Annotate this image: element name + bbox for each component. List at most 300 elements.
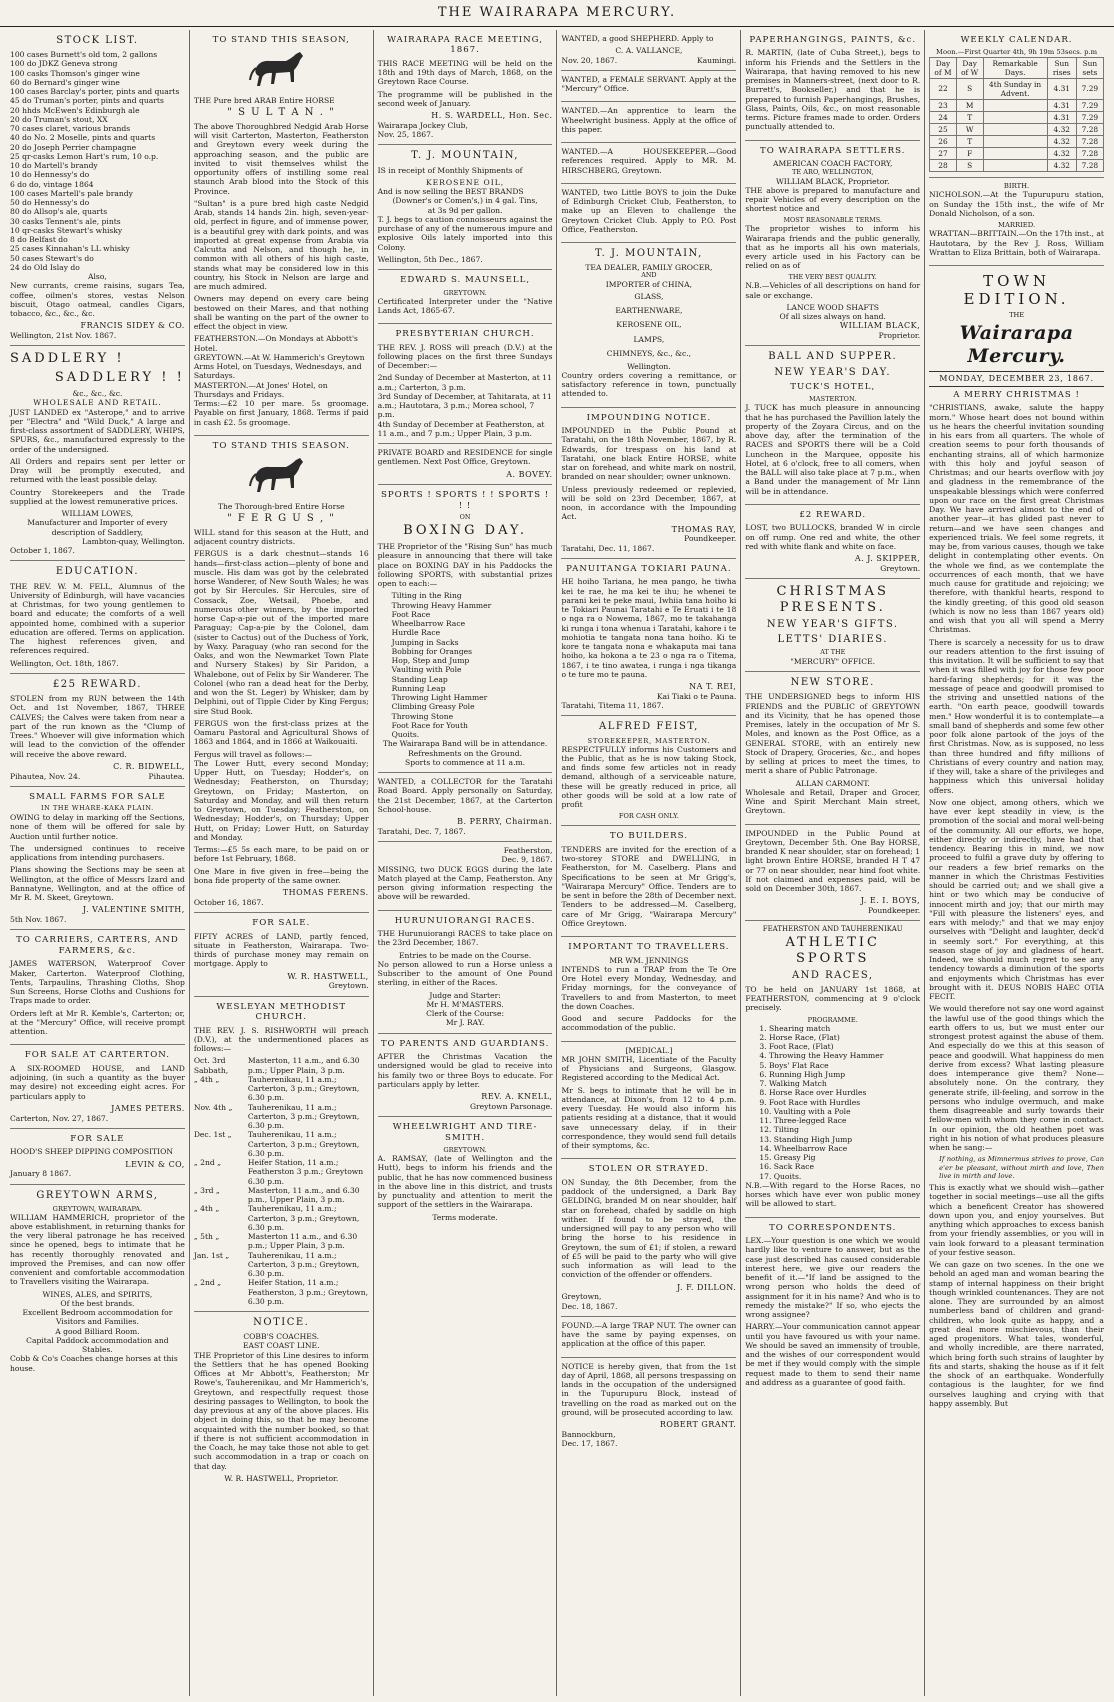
saddlery-body: JUST LANDED ex "Asterope," and to arrive per "Electra" and "Wild Duck," A large and first-class assortment of SADDLERY, WHIPS, SPURS, &c., manufactured expressly to the order of the undersigned. [10,407,185,454]
athletic-sub: AND RACES, [791,969,874,981]
calendar-header-cell: Remarkable Days. [983,57,1047,78]
kerosene-body: IS in receipt of Monthly Shipments of [377,165,523,175]
hurunui-title: HURUNUIORANGI RACES. [394,915,536,926]
editorial-body-6: We can gaze on two scenes. In the one we behold an aged man and woman bearing the stamp of internal happiness on their bright though wrinkled countenances. They are not alone. They are surrounded by an almost numberless band of children and grand-children, who look quite as happy, and a great deal more mischievous, than their aged progenitors. What tales, wonderful, and wholly incredible, are there narrated, which bring forth such strains of laughter by fits and starts, shaking the house as if it felt the shock of an earthquake. Wonderfully contagious is the laughter, for we find ourselves laughing and crying with that happy assembly. But [929,1260,1104,1408]
sultan-terms: Terms:—£2 10 per mare. 5s groomage. Payable on first January, 1868. Terms if paid in cash £2. 5s groomage. [193,399,369,427]
shepherd-ad [561,30,736,71]
greytown-arms-paddock: Capital Paddock accommodation and Stables. [26,1335,169,1355]
columns [6,30,1108,1696]
boxing-day-event: Running Leap [391,683,446,693]
stock-item: 8 do Belfast do [10,235,68,245]
weekly-calendar [929,30,1104,178]
coach-factory-quality: THE VERY BEST QUALITY. [788,272,877,281]
athletic-event: 2. Horse Race, (Flat) [759,1032,840,1042]
wesleyan-day: „ 2nd „ [193,1278,222,1288]
calendar-cell: 7.28 [1076,148,1103,160]
medical-body: MR JOHN SMITH, Licentiate of the Faculty of Physicians and Surgeons, Glasgow. Registered according to the Medical Act. [561,1054,737,1083]
cricket-boys-body: WANTED, two Little BOYS to join the Duke of Edinburgh Cricket Club, Featherston, to make up an Eleven to challenge the Greytown Cricket Club. Apply to P.O. Post Office, Featherston. [561,187,737,234]
hurunui-clerk-name: Mr J. RAY. [445,1018,485,1028]
wesleyan-schedule [194,1056,369,1306]
shepherd-body: WANTED, a good SHEPHERD. Apply to [561,34,714,43]
presents-office: "MERCURY" OFFICE. [790,656,876,666]
stock-item: 70 cases claret, various brands [10,124,131,134]
greytown-arms-coach: Cobb & Co's Coaches change horses at this house. [10,1354,178,1373]
fergus-title: TO STAND THIS SEASON. [212,440,350,451]
cobb-notice-body: THE Proprietor of this Line desires to inform the Settlers that he has opened Booking Offices at Mr Abbott's, Featherston; Mr Rowe's, Tauherenikau, and Mr Hammerich's, Greytown, and respectfully request those desiring passages to Wellington, to book the day previous at any of the above places. His object in doing this, so that he may become acquainted with the number booked, so that if there is not sufficient accommodation in the Coach, he may take those not able to get such accommodation in a trap or coach on that day. [193,1350,369,1471]
calendar-table [929,57,1104,172]
boxing-day-ad [378,485,553,773]
presents-sub: NEW YEAR'S GIFTS. [766,618,899,630]
town-edition-the: THE [1009,310,1025,319]
editorial-verse: If nothing, as Mimnermus strives to prove, Can e'er be pleasant, without mirth and love, Then live in mirth and love. [939,1155,1104,1180]
wesleyan-row [194,1278,369,1306]
greytown-arms-wines-2: Of the best brands. [60,1298,135,1308]
private-board-signature: A. BOVEY. [506,469,553,479]
athletic-event: 16. Sack Race [759,1162,814,1172]
cobb-notice-sub-2: EAST COAST LINE. [242,1341,320,1351]
athletic-title: FEATHERSTON AND TAUHERENIKAU [762,925,903,934]
athletic-event: 15. Greasy Pig [759,1153,816,1163]
correspondents-title: TO CORRESPONDENTS. [769,1222,897,1233]
travellers-body: INTENDS to run a TRAP from the Te Ore Ore Hotel every Monday, Wednesday, and Friday mornings, for the conveyance of Travellers to and from Masterton, to meet the down Coaches. [561,964,737,1011]
wesleyan-row [194,1204,369,1232]
wesleyan-places: Tauherenikau, 11 a.m.; Carterton, 3 p.m.; Greytown, 6.30 p.m. [247,1074,360,1103]
stock-item: 10 do Hennessy's do [10,170,90,180]
ball-place: MASTERTON. [809,395,857,404]
impounding-body-2: Unless previously redeemed or replevied, will be sold on 23rd December, 1867, at noon, in accordance with the Impounding Act. [561,484,737,522]
athletic-nb: N.B.—With regard to the Horse Races, no horses which have ever won public money will be allowed to start. [745,1180,921,1209]
boxing-day-event: Bobbing for Oranges [391,646,473,656]
parents-place: Greytown Parsonage. [469,1101,553,1111]
pauna-signature-2: Kai Tiaki o te Pauna. [656,691,737,701]
impounding-signature: THOMAS RAY, [671,524,737,534]
race-meeting-title: WAIRARAPA RACE MEETING, 1867. [387,35,543,56]
boxing-day-event: Vaulting with Pole [391,665,462,675]
birth-body: NICHOLSON.—At the Tupurupuru station, on Sunday the 15th inst., the wife of Mr Donald Nicholson, of a son. [929,190,1104,218]
small-farms-title: SMALL FARMS FOR SALE [29,791,166,802]
boxing-day-event: Throwing Stone [391,711,454,721]
calendar-cell: 4.32 [1047,148,1076,160]
wesleyan-places: Heifer Station, 11 a.m.; Featherston, 3 p.m.; Greytown, 6.30 p.m. [247,1278,369,1306]
wesleyan-body: THE REV. J. S. RISHWORTH will preach (D.V.), at the undermentioned places as follows:— [193,1025,369,1054]
column-1 [6,30,190,1696]
reward-2-place: Greytown. [880,563,921,573]
private-board-ad [378,444,553,485]
stolen-ad [561,1159,736,1316]
married-title: MARRIED. [997,221,1036,230]
stock-also: Also, [88,272,107,282]
saddlery-ws: WHOLESALE AND RETAIL. [33,398,162,408]
reward-25-ad [10,674,185,787]
column-4 [557,30,741,1696]
duck-eggs-date: Dec. 9, 1867. [501,855,553,865]
boxing-day-on: ON [459,513,471,522]
athletic-event: 5. Boys' Flat Race [759,1060,829,1070]
kerosene-ad [378,145,553,270]
boxing-day-event: Jumping in Sacks [391,637,459,647]
wesleyan-ad [194,997,369,1312]
stock-item: 80 do Allsop's ale, quarts [10,207,108,217]
builders-title: TO BUILDERS. [609,831,688,842]
greytown-arms-wines: WINES, ALES, and SPIRITS, [42,1289,153,1299]
boxing-day-refresh: Refreshments on the Ground. [408,748,523,758]
carriers-ad [10,930,185,1045]
feist-title: ALFRED FEIST, [599,721,699,733]
race-meeting-ad [378,30,553,145]
coach-factory-sub: AMERICAN COACH FACTORY, [773,159,893,169]
apprentice-ad [561,102,736,143]
calendar-cell [983,148,1047,160]
fifty-acres-title: FOR SALE. [252,918,311,929]
kerosene-body-3: T. J. begs to caution connoisseurs against the purchase of any of the numerous impure and explosive Oils lately imported into this Colony. [377,214,553,252]
cobb-notice-signature: W. R. HASTWELL, Proprietor. [224,1473,339,1483]
wheelwright-body: A. RAMSAY, (late of Wellington and the Hutt), begs to inform his friends and the public, that he has now commenced business in the above line in this district, and trusts by punctuality and attention to merit the support of the settlers in the Wairarapa. [377,1154,553,1210]
pauna-date: Taratahi, Titema 11, 1867. [561,701,664,711]
stock-item: 60 do Bernard's ginger wine [10,77,120,87]
wesleyan-day: Jan. 1st „ [193,1250,230,1260]
feist-ad [561,716,736,826]
correspondents-ad [745,1218,920,1395]
wheelwright-ad [378,1117,553,1227]
shepherd-meta [561,56,736,65]
stock-item: 100 cases Martell's pale brandy [10,188,133,198]
paperhangings-title: PAPERHANGINGS, PAINTS, &c. [749,35,917,45]
grocer-item: LAMPS, [633,334,665,344]
sultan-body: The above Thoroughbred Nedgid Arab Horse will visit Carterton, Masterton, Featherston and Greytown every week during the approaching season, and the public are invited to visit themselves whilst the opportunity offers of instilling some real staunch Arab blood into the Stock of this Province. [193,121,369,196]
saddlery-ad [10,346,185,561]
athletic-event: 3. Foot Race, (Flat) [759,1042,834,1052]
calendar-row [930,111,1104,123]
calendar-header-row [930,57,1104,78]
calendar-cell: 22 [930,78,957,99]
trespass-date: Dec. 17, 1867. [561,1439,618,1449]
feist-body: RESPECTFULLY informs his Customers and the Public, that as he is now taking Stock, and finds some few articles not in ready demand, although of a serviceable nature, these will be greatly reduced in price, all other goods will be sold at a low rate of profit [561,744,737,810]
presents-ad [745,579,920,672]
impound-greytown-signature-2: Poundkeeper. [867,906,921,916]
sultan-body-3: Owners may depend on every care being bestowed on their Mares, and that nothing shall be wanting on the part of the owner to effect the object in view. [193,294,369,332]
column-2 [190,30,374,1696]
education-title: EDUCATION. [55,566,139,578]
trespass-ad [561,1358,736,1454]
stock-item: 50 do Hennessy's do [10,198,90,208]
travellers-ad [561,937,736,1041]
grocer-sub: TEA DEALER, FAMILY GROCER, [585,263,713,273]
new-store-title: NEW STORE. [790,677,875,689]
carterton-title: FOR SALE AT CARTERTON. [24,1050,170,1061]
wesleyan-row [194,1056,369,1075]
grocer-body: Country orders covering a remittance, or satisfactory reference in town, punctually attended to. [561,370,737,399]
kerosene-body-2: And is now selling the BEST BRANDS [377,187,524,197]
stolen-date: Dec. 18, 1867. [561,1301,618,1311]
pauna-title: PANUITANGA TOKIARI PAUNA. [566,563,732,574]
wesleyan-day: Nov. 4th „ [193,1102,233,1112]
new-store-ad [745,672,920,824]
athletic-event: 11. Three-legged Race [759,1116,847,1126]
correspondents-body-2: HARRY.—Your communication cannot appear until you have favoured us with your name. We should be saved an immensity of trouble, and the wishes of our correspondent would be met if they would comply with the simple request made to them to send their name and address as a guarantee of good faith. [745,1322,921,1387]
calendar-row [930,123,1104,135]
stock-item: 20 do Truman's stout, XX [10,114,108,124]
medical-body-2: Mr S. begs to intimate that he will be in attendance, at Dixon's, from 12 to 4 p.m. every Tuesday. He would also inform his patients residing at a distance, that it would save unnecessary delay, if in their correspondence, they would send full details of their symptoms, &c. [561,1085,737,1151]
fergus-ad [194,436,369,913]
pauna-ad [561,559,736,716]
married-body: WRATTAN—BRITTAIN.—On the 17th inst., at Hautotara, by the Rev J. Ross, William Wrattan to Eliza Brittain, both of Wairarapa. [929,229,1104,257]
calendar-cell [983,111,1047,123]
calendar-cell: T [956,135,983,147]
column-6 [925,30,1108,1696]
calendar-cell: 7.29 [1076,99,1103,111]
carterton-body: A SIX-ROOMED HOUSE, and LAND adjoining, (in such a quantity as the buyer may desire) not exceeding eight acres. For particulars apply to [10,1063,185,1101]
cricket-boys-ad [561,184,736,243]
cobb-notice-title: NOTICE. [253,1317,310,1329]
ball-sub: NEW YEAR'S DAY. [774,366,892,378]
reward-2-title: £2 REWARD. [799,509,867,520]
athletic-event: 13. Standing High Jump [759,1134,853,1144]
presents-at: AT THE [820,648,846,657]
builders-body: TENDERS are invited for the erection of a two-storey STORE and DWELLING, in Featherston, for M. Caselberg. Plans and Specifications to be seen at Mr Grigg's, "Wairarapa Mercury" Office. Tenders are to be sent in before the 28th of December next. Tenders to be addressed—M. Caselberg, care of Mr Grigg, "Wairarapa Mercury" Office Greytown. [561,844,737,928]
stock-item: 25 cases Kinnahan's LL whisky [10,244,130,254]
race-meeting-signature: H. S. WARDELL, Hon. Sec. [431,111,553,121]
housekeeper-body: WANTED.—A HOUSEKEEPER.—Good references required. Apply to MR. M. HIRSCHBERG, Greytown. [561,147,737,175]
wesleyan-places: Tauherenikau, 11 a.m.; Carterton, 3 p.m.; Greytown, 6.30 p.m. [247,1250,360,1279]
hurunui-body-2: Entries to be made on the Course. [399,950,532,960]
stock-list-ad [10,30,185,346]
collector-signature: B. PERRY, Chairman. [457,817,553,827]
stock-item: 10 qr-casks Stewart's whisky [10,225,123,235]
calendar-cell: 4.31 [1047,111,1076,123]
calendar-cell: 4th Sunday in Advent. [983,78,1047,99]
small-farms-signature: J. VALENTINE SMITH, [82,905,185,915]
saddlery-title: SADDLERY ! [10,351,125,367]
grocer-ad [561,243,736,408]
birth-notice [929,178,1104,266]
wesleyan-day: Dec. 1st „ [193,1130,232,1140]
maunsell-title: EDWARD S. MAUNSELL, [400,275,531,286]
small-farms-body: OWING to delay in marking off the Sections, none of them will be offered for sale by Auction until further notice. [10,813,185,841]
editorial-body-3: Now one object, among others, which we have ever kept steadily in view, is the promotion of the social and moral well-being of the community. All our efforts, we hope, either directly or indirectly, have had that tendency. Bearing this in mind, we now proceed to fulfil a grave duty by offering to our readers a few brief remarks on the manner in which the Christmas Festivities should be carried out; and we shall give a hint or two which may be conducive of innocent mirth and joy; that our mirth may "Fill with pleasure the listeners' eyes, and ears with melody;" and that we may enjoy ourselves with "Delight and laughter, deck'd in seemly sort." For everything, at this season stage of joy and gladness of heart. Indeed, we should much regret to see any tendency towards a diminution of the sports and enjoyments which Christmas has ever brought with it. DEUS NOBIS HAEC OTIA FECIT. [929,797,1104,1002]
parents-body: AFTER the Christmas Vacation the undersigned would be glad to receive into his family two or three Boys to educate. For particulars apply by letter. [377,1052,553,1089]
fifty-acres-place: Greytown. [328,981,369,991]
wheelwright-sub: GREYTOWN. [443,1145,487,1154]
calendar-cell [983,123,1047,135]
fifty-acres-body: FIFTY ACRES of LAND, partly fenced, situate in Featherston, Wairarapa. Two-thirds of purchase money may remain on mortgage. Apply to [193,931,369,969]
shepherd-signature: C. A. VALLANCE, [615,46,683,56]
athletic-ad [745,921,920,1217]
presbyterian-schedule [378,373,553,438]
parents-ad [378,1034,553,1117]
greytown-arms-body: WILLIAM HAMMERICH, proprietor of the above establishment, in returning thanks for the very liberal patronage he has received since he opened, begs to intimate that he has recently thoroughly renovated and improved the Premises, and can now offer convenient and comfortable accommodation to Travellers visiting the Wairarapa. [10,1212,185,1287]
travellers-title: IMPORTANT TO TRAVELLERS. [568,942,730,953]
athletic-event: 9. Foot Race with Hurdles [759,1097,861,1107]
fifty-acres-signature: W. R. HASTWELL, [287,971,369,981]
calendar-header-cell: Day of M [930,57,957,78]
athletic-event: 17. Quoits. [759,1171,802,1181]
calendar-row [930,78,1104,99]
stock-date: Wellington, 21st Nov. 1867. [10,331,117,341]
wesleyan-row [194,1103,369,1131]
wesleyan-places: Tauherenikau, 11 a.m.; Carterton, 3 p.m.; Greytown, 6.30 p.m. [247,1204,360,1232]
ball-body: J. TUCK has much pleasure in announcing that he has purchased the Pavillion lately the property of the Zoyara Circus, and on the above day, after the termination of the RACES and SPORTS there will be a Cold Luncheon in the Marquee, opposite his Hotel, at 6 o'clock, free to all comers, when the BALL will also take place at 7 p.m., when a Band under the management of Mr Linn will be in attendance. [745,403,921,496]
calendar-header-cell: Sun sets [1076,57,1103,78]
stock-item: 100 casks Thomson's ginger wine [10,68,140,78]
athletic-event: 12. Tilting [759,1125,799,1135]
calendar-row [930,148,1104,160]
sultan-schedule [194,334,369,399]
calendar-cell: 4.32 [1047,160,1076,172]
carriers-body: JAMES WATERSON, Waterproof Cover Maker, Carterton. Waterproof Clothing, Tents, Tarpaulins, Thrashing Cloths, Shop Sun Screens, Horse Cloths and Cushions for Traps made to order. [10,959,185,1006]
wesleyan-places: Masterton, 11 a.m., and 6.30 p.m.; Upper Plain, 3 p.m. [247,1056,360,1075]
impounding-title: IMPOUNDING NOTICE. [586,412,712,423]
calendar-cell: M [956,99,983,111]
wesleyan-title: WESLEYAN METHODIST CHURCH. [216,1001,347,1023]
athletic-event: 14. Wheelbarrow Race [759,1143,848,1153]
saddlery-title-2: SADDLERY ! ! [54,370,185,386]
ball-hotel: TUCK'S HOTEL, [790,381,876,392]
stock-item: 50 cases Stewart's do [10,253,94,263]
calendar-cell [983,99,1047,111]
education-date: Wellington, Oct. 18th, 1867. [10,658,119,668]
athletic-event: 8. Horse Race over Hurdles [759,1088,867,1098]
stock-item: 45 do Truman's porter, pints and quarts [10,96,164,106]
maunsell-sub: GREYTOWN. [443,288,487,297]
travellers-body-2: Good and secure Paddocks for the accommodation of the public. [561,1014,737,1033]
boxing-day-event: Foot Race [391,609,431,619]
wesleyan-places: Masterton 11 a.m., and 6.30 p.m.; Upper Plain, 3 p.m. [247,1232,358,1251]
sultan-schedule-item: MASTERTON.—At Jones' Hotel, on Thursdays and Fridays. [193,380,328,399]
column-5 [741,30,925,1696]
duck-eggs-ad [378,842,553,911]
dip-ad [10,1129,185,1185]
stock-item: 24 do Old Islay do [10,262,80,272]
calendar-cell: F [956,148,983,160]
boxing-day-title: SPORTS ! SPORTS ! ! SPORTS ! ! ! [380,490,550,511]
education-ad [10,561,185,673]
boxing-day-band: The Wairarapa Band will be in attendance. [382,739,548,749]
wesleyan-row [194,1232,369,1251]
stolen-signature: J. F. DILLON. [676,1282,737,1292]
calendar-row [930,160,1104,172]
athletic-events [745,1024,920,1181]
calendar-row [930,99,1104,111]
correspondents-body: LEX.—Your question is one which we would hardly like to venture to answer, but as the case just described has caused considerable interest here, we give our readers the benefit of it.—"If land be assigned to the wrong person who holds the deed of assignment for it in his name? And who is to remedy the mistake?" If so, who ejects the wrong assignee? [745,1236,921,1320]
boxing-day-event: Throwing Heavy Hammer [391,600,492,610]
stock-list-title: STOCK LIST. [56,35,139,46]
wesleyan-day: „ 4th „ [193,1204,220,1214]
fergus-name: " F E R G U S , " [227,512,336,524]
grocer-place: Wellington. [627,361,671,371]
boxing-day-event: Throwing Light Hammer [391,693,488,703]
hurunui-ad [378,911,553,1034]
editorial-body: "CHRISTIANS, awake, salute the happy morn." Whose heart does not bound within us he hears the cheerful invitation sounding in his ears from all quarters. The whole of creation seems to pour forth thousands of enchanting strains, all of which harmonize with this holy and joyful season of Christmas; and our hearts overflow with joy and gladness in the remembrance of the unspeakable blessings which were conferred upon our race on the first great Christmas Day. We have arrived almost to the end of another year—it has glided past never to return—and we have seen changes and experienced trials. We feel some regrets, it may be, from various causes, though we take delight in contemplating other events. On the whole we find, as we contemplate the occurrences of each month, that we have much cause for gratitude and rejoicing; we therefore, with thankful hearts, respond to the kindly greeting, of this good old season (which is now no less than 1867 years old) and wish that you all will spend a Merry Christmas. [929,403,1104,635]
presents-sub-2: LETTS' DIARIES. [777,633,888,645]
cobb-notice-sub: COBB'S COACHES. [243,1332,320,1342]
stolen-title: STOLEN OR STRAYED. [588,1164,710,1175]
dip-body: HOOD'S SHEEP DIPPING COMPOSITION [10,1147,174,1157]
feist-cash: FOR CASH ONLY. [618,812,679,821]
shepherd-date: Nov. 20, 1867. [561,55,618,65]
duck-eggs-place: Featherston, [503,846,553,856]
small-farms-sub: IN THE WHARE-KAKA PLAIN. [41,804,154,813]
wesleyan-day: Oct. 3rd Sabbath, [193,1056,229,1075]
presbyterian-ad [378,324,553,444]
horse-illustration [246,48,316,92]
calendar-cell: 7.28 [1076,123,1103,135]
fergus-signature: THOMAS FERENS. [282,888,369,898]
small-farms-body-2: The undersigned continues to receive applications from intending purchasers. [10,843,185,863]
athletic-event: 1. Shearing match [759,1023,831,1033]
collector-body: WANTED, a COLLECTOR for the Taratahi Road Board. Apply personally on Saturday, the 21st December, 1867, at the Carterton School-house. [377,777,553,814]
calendar-cell: 25 [930,123,957,135]
coach-factory-title: TO WAIRARAPA SETTLERS. [760,145,906,156]
stolen-place: Greytown, [561,1292,602,1302]
wheelwright-terms: Terms moderate. [432,1212,498,1222]
calendar-cell: 7.29 [1076,78,1103,99]
housekeeper-ad [561,143,736,184]
hurunui-judge-name: Mr H. M'MASTERS. [426,999,504,1009]
servant-body: WANTED, a FEMALE SERVANT. Apply at the "Mercury" Office. [561,74,737,93]
town-edition-title: TOWN EDITION. [963,272,1070,309]
coach-factory-sub-3: WILLIAM BLACK, Proprietor. [775,176,890,186]
calendar-cell: S [956,160,983,172]
kerosene-brands: (Downer's or Comen's,) in 4 gal. Tins, [392,196,538,206]
athletic-body: TO be held on JANUARY 1st 1868, at FEATHERSTON, commencing at 9 o'clock precisely. [745,984,921,1013]
parents-title: TO PARENTS AND GUARDIANS. [380,1038,550,1049]
medical-ad [561,1042,736,1160]
stock-item: 10 do Martell's brandy [10,161,98,171]
fergus-lead: The Thorough-bred Entire Horse [217,502,345,512]
medical-tag: [MEDICAL.] [625,1045,673,1055]
stolen-body: ON Sunday, the 8th December, from the paddock of the undersigned, a Dark Bay GELDING, branded M on near shoulder, half star on forehead, chafed by saddle on high wither. If found to be strayed, the undersigned will pay to any person who will bring the horse to his residence in Greytown, the sum of £1; if stolen, a reward of £5 will be paid to the party who will give such information as will lead to the conviction of the offender or offenders. [561,1177,737,1280]
edition-date: MONDAY, DECEMBER 23, 1867. [929,371,1104,387]
calendar-cell: 4.32 [1047,123,1076,135]
impound-greytown-signature: J. E. I. BOYS, [860,896,921,906]
greytown-arms-sub: GREYTOWN, WAIRARAPA. [52,1204,143,1213]
wesleyan-day: „ 4th „ [193,1074,220,1084]
paperhangings-ad [745,30,920,141]
coach-factory-shafts-2: Of all sizes always on hand. [779,312,886,322]
race-meeting-date: Nov. 25, 1867. [377,130,434,140]
editorial-body-2: There is scarcely a necessity for us to draw our readers attention to the first issuing of this invitation. It will be sufficient to say that when it was filled with joy for those few poor hard-faring shepherds; for it was the message of peace and goodwill promised to the striving and unsettled nations of the earth. "On earth peace, goodwill towards men." How wonderful it is to contemplate—a small band of shepherds and some few other poor folk alone partook of the joys of the first Christmas. Now, as is supposed, no less than three hundred and fifty millions of Christians of every country and nation may, if they will, take a share of the privileges and happiness which this universal holiday offers. [929,637,1104,795]
coach-factory-body-2: The proprietor wishes to inform his Wairarapa friends and the public generally, that as he imports all his own materials, every article used in his Factory can be relied on as of [745,224,921,271]
masthead [0,0,1114,27]
impounding-ad [561,408,736,559]
saddlery-sub: &c., &c., &c. [72,389,123,399]
hurunui-clerk: Clerk of the Course: [426,1009,505,1019]
calendar-cell: 26 [930,135,957,147]
grocer-items [561,290,736,362]
column-3 [374,30,558,1696]
fergus-body-5: One Mare in five given in free—being the bona fide property of the same owner. [193,866,369,885]
race-meeting-body: THIS RACE MEETING will be held on the 18th and 19th days of March, 1868, on the Greytown Race Course. [377,58,553,87]
wesleyan-row [194,1186,369,1205]
wesleyan-places: Tauherenikau, 11 a.m.; Carterton, 3 p.m.; Greytown, 6.30 p.m. [247,1130,360,1158]
athletic-event: 4. Throwing the Heavy Hammer [759,1051,884,1061]
saddlery-signature: WILLIAM LOWES, [61,509,134,519]
kerosene-price: at 3s 9d per gallon. [427,205,503,215]
coach-factory-ad [745,141,920,347]
calendar-cell: 28 [930,160,957,172]
calendar-body [930,78,1104,171]
calendar-title: WEEKLY CALENDAR. [960,35,1073,45]
education-body: THE REV. W. M. FELL, Alumnus of the University of Edinburgh, will have vacancies at Christmas, for two young gentlemen to board and educate; the comforts of a well appointed home, combined with a superior education are offered. Terms on application. The highest references given, and references required. [10,581,185,656]
coach-factory-nb: N.B.—Vehicles of all descriptions on hand for sale or exchange. [745,281,921,300]
ball-title: BALL AND SUPPER. [768,351,898,363]
masthead-title: THE WAIRARAPA MERCURY. [437,5,677,20]
reward-2-body: LOST, two BULLOCKS, branded W in circle on off rump. One red and white, the other red with white flank and white on face. [745,523,921,551]
athletic-heading: ATHLETIC SPORTS [785,934,880,966]
saddlery-signature-2: Manufacturer and Importer of every description of Saddlery, [27,518,168,537]
sultan-schedule-item: FEATHERSTON.—On Mondays at Abbott's Hotel. [193,334,358,353]
calendar-cell: 7.29 [1076,111,1103,123]
